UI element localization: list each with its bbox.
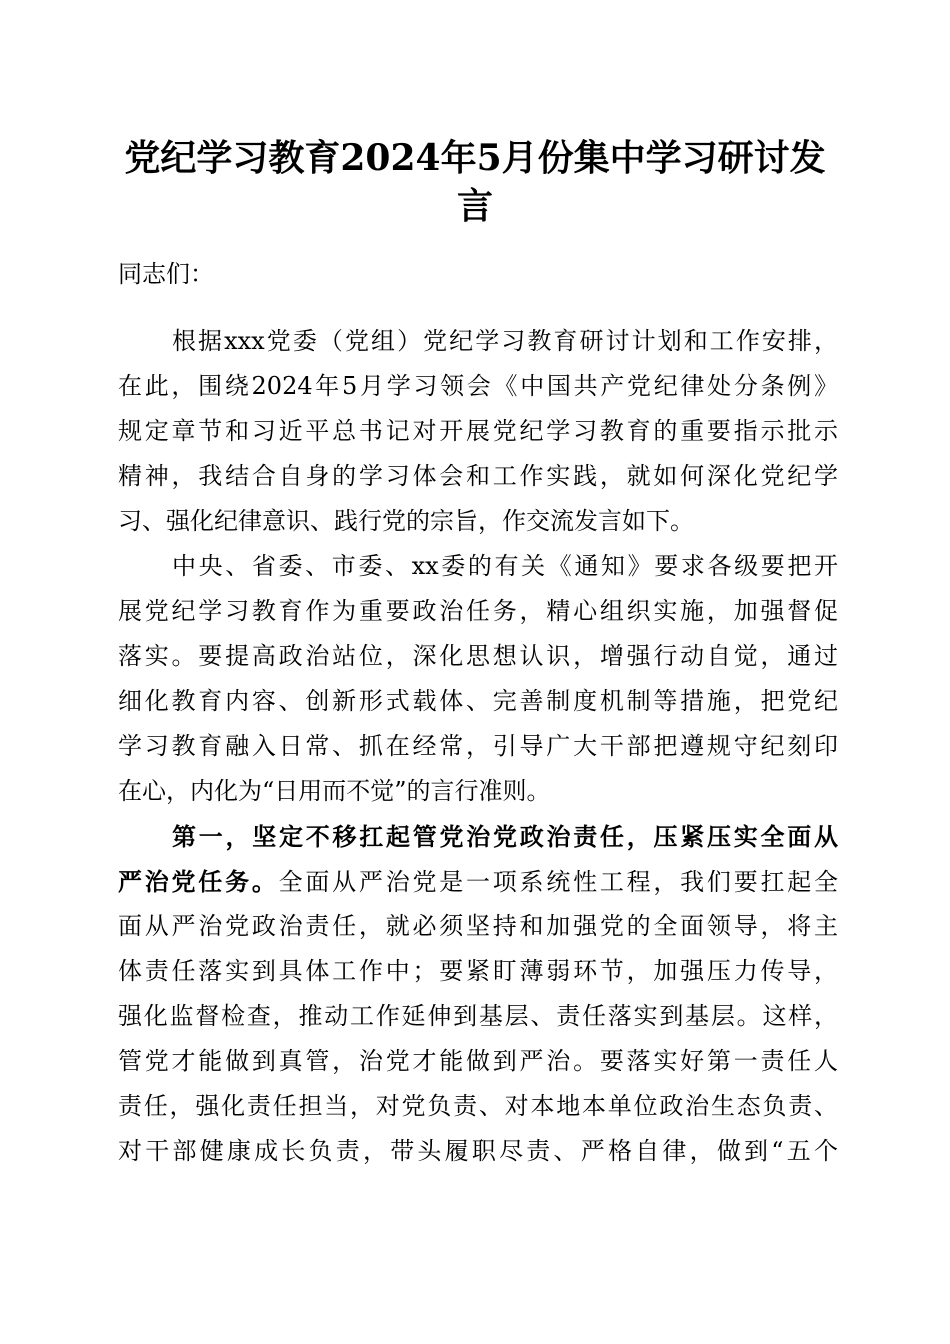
paragraph-3-line-6: 管党才能做到真管，治党才能做到严治。要落实好第一责任人 <box>118 1047 838 1075</box>
paragraph-1-line-5: 习、强化纪律意识、践行党的宗旨，作交流发言如下。 <box>118 507 694 535</box>
paragraph-3-line-5: 强化监督检查，推动工作延伸到基层、责任落实到基层。这样， <box>118 1002 838 1030</box>
paragraph-2-line-5: 学习教育融入日常、抓在经常，引导广大干部把遵规守纪刻印 <box>118 732 838 760</box>
paragraph-1-line-2: 在此，围绕2024年5月学习领会《中国共产党纪律处分条例》 <box>118 372 838 400</box>
paragraph-1-line-3: 规定章节和习近平总书记对开展党纪学习教育的重要指示批示 <box>118 417 838 445</box>
paragraph-3-line-8: 对干部健康成长负责，带头履职尽责、严格自律，做到“五个 <box>118 1137 838 1165</box>
paragraph-1-line-4: 精神，我结合自身的学习体会和工作实践，就如何深化党纪学 <box>118 462 838 490</box>
paragraph-3-line-3: 面从严治党政治责任，就必须坚持和加强党的全面领导，将主 <box>118 912 838 940</box>
salutation: 同志们： <box>118 260 214 288</box>
title-line-1: 党纪学习教育2024年5月份集中学习研讨发 <box>124 137 826 179</box>
title-line-2: 言 <box>456 185 493 227</box>
paragraph-3-line-7: 责任，强化责任担当，对党负责、对本地本单位政治生态负责、 <box>118 1092 838 1120</box>
paragraph-2-line-2: 展党纪学习教育作为重要政治任务，精心组织实施，加强督促 <box>118 597 838 625</box>
paragraph-2-line-3: 落实。要提高政治站位，深化思想认识，增强行动自觉，通过 <box>118 642 838 670</box>
document-title <box>100 134 850 230</box>
paragraph-1-line-1: 根据xxx党委（党组）党纪学习教育研讨计划和工作安排， <box>172 327 838 355</box>
paragraph-3-heading-line-1: 第一，坚定不移扛起管党治党政治责任，压紧压实全面从 <box>172 822 838 851</box>
paragraph-3-line-2 <box>118 859 838 904</box>
paragraph-3-heading-end: 严治党任务。 <box>118 867 279 896</box>
paragraph-2-line-1: 中央、省委、市委、xx委的有关《通知》要求各级要把开 <box>172 552 838 580</box>
paragraph-3-line-2-text: 全面从严治党是一项系统性工程，我们要扛起全 <box>278 868 839 896</box>
paragraph-3-line-4: 体责任落实到具体工作中；要紧盯薄弱环节，加强压力传导， <box>118 957 838 985</box>
paragraph-2-line-4: 细化教育内容、创新形式载体、完善制度机制等措施，把党纪 <box>118 687 838 715</box>
paragraph-2-line-6: 在心，内化为“日用而不觉”的言行准则。 <box>118 777 551 805</box>
